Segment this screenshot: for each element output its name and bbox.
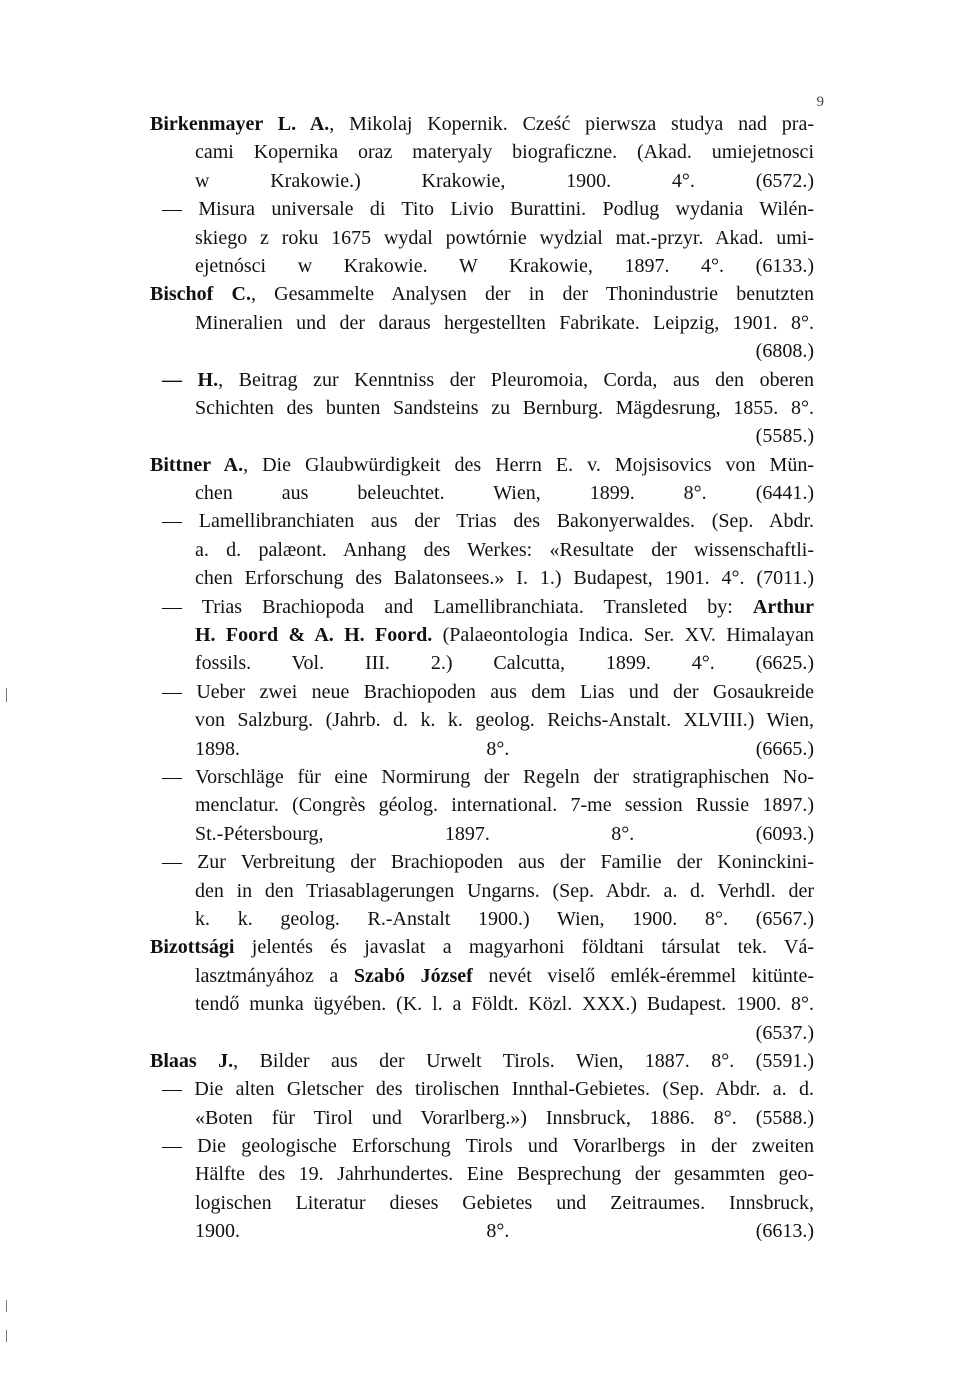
entry-line: Schichten des bunten Sandsteins zu Bernburg. Mägdesrung, 1855. 8°. — [195, 396, 814, 419]
page-number: 9 — [816, 94, 824, 110]
bibliography-entry — [150, 933, 814, 1047]
entry-line: skiego z roku 1675 wydal powtórnie wydzial mat.-przyr. Akad. umi- — [195, 226, 814, 249]
entry-line — [150, 451, 814, 479]
bibliography-entry — [150, 678, 814, 763]
entry-text: k. k. geolog. R.-Anstalt 1900.) Wien, 1900. 8°. — [195, 907, 728, 930]
entry-line — [150, 110, 814, 138]
author-name: — H. — [162, 368, 219, 391]
entry-text: , Mikolaj Kopernik. Cześć pierwsza studya nad pra- — [329, 113, 814, 135]
entry-line — [150, 479, 814, 507]
entry-text: nevét viselő emlék-éremmel kitünte- — [488, 964, 815, 987]
entry-line: — Ueber zwei neue Brachiopoden aus dem Lias und der Gosaukreide — [162, 680, 814, 703]
entry-text: 1898. 8°. — [195, 737, 510, 760]
entry-line: — Die alten Gletscher des tirolischen Innthal-Gebietes. (Sep. Abdr. a. d. — [162, 1078, 814, 1101]
entry-text: , Die Glaubwürdigkeit des Herrn E. v. Mojsisovics von Mün- — [243, 453, 814, 476]
bibliography-entry — [150, 366, 814, 451]
bibliography-entry — [150, 1132, 814, 1246]
author-name: Blaas J. — [150, 1049, 234, 1072]
entry-text: 1900. 8°. — [195, 1220, 510, 1243]
catalog-number: (5591.) — [755, 1049, 814, 1072]
entry-line — [150, 1104, 814, 1132]
entry-line — [150, 167, 814, 195]
entry-line: — Die geologische Erforschung Tirols und Vorarlbergs in der zweiten — [162, 1135, 814, 1158]
honoree-name: Szabó József — [353, 964, 473, 987]
entry-line — [150, 933, 814, 961]
bibliography-entry — [150, 763, 814, 848]
entry-line: menclatur. (Congrès géolog. international. 7-me session Russie 1897.) — [195, 794, 814, 817]
author-name: Birkenmayer L. A. — [150, 113, 330, 135]
scan-margin-mark — [6, 688, 7, 702]
entry-line: logischen Literatur dieses Gebietes und Zeitraumes. Innsbruck, — [195, 1191, 814, 1214]
entry-line — [150, 252, 814, 280]
entry-text: , Bilder aus der Urwelt Tirols. Wien, 1887. 8°. — [233, 1049, 735, 1072]
entry-line — [150, 593, 814, 621]
entry-line: Mineralien und der daraus hergestellten Fabrikate. Leipzig, 1901. 8°. — [195, 311, 814, 334]
entry-line: Hälfte des 19. Jahrhundertes. Eine Besprechung der gesammten geo- — [195, 1163, 814, 1186]
author-name: Bizottsági — [150, 936, 235, 959]
catalog-number: (6572.) — [755, 169, 815, 192]
entry-line: cami Kopernika oraz materyaly biograficzne. (Akad. umiejetnosci — [195, 141, 814, 164]
bibliography-entry — [150, 848, 814, 933]
entry-line — [150, 621, 814, 649]
entry-text: lasztmányához a — [195, 964, 339, 987]
entry-text: St.-Pétersbourg, 1897. 8°. — [195, 822, 635, 845]
catalog-number: (5588.) — [755, 1106, 815, 1129]
entry-text: , Beitrag zur Kenntniss der Pleuromoia, Corda, aus den oberen — [218, 368, 814, 391]
entry-text: chen aus beleuchtet. Wien, 1899. 8°. — [195, 482, 707, 505]
entry-line — [150, 962, 814, 990]
bibliography-entry — [150, 593, 814, 678]
bibliography-entry — [150, 195, 814, 280]
entry-line: a. d. palæont. Anhang des Werkes: «Resultate der wissenschaftli- — [195, 538, 814, 561]
entry-text: ejetnósci w Krakowie. W Krakowie, 1897. 4°. — [195, 254, 725, 277]
scan-margin-mark — [6, 1300, 7, 1312]
entry-line — [150, 280, 814, 308]
entry-text: «Boten für Tirol und Vorarlberg.») Innsbruck, 1886. 8°. — [195, 1106, 737, 1129]
entry-text: w Krakowie.) Krakowie, 1900. 4°. — [195, 169, 695, 192]
catalog-number: (6133.) — [755, 254, 814, 277]
entry-line: — Vorschläge für eine Normirung der Regeln der stratigraphischen No- — [162, 765, 814, 788]
entry-line: chen Erforschung des Balatonsees.» I. 1.) Budapest, 1901. 4°. (7011.) — [195, 567, 814, 590]
entry-line — [150, 366, 814, 394]
entry-line: von Salzburg. (Jahrb. d. k. k. geolog. Reichs-Anstalt. XLVIII.) Wien, — [195, 709, 814, 732]
bibliography-entry — [150, 451, 814, 508]
entry-line — [150, 1047, 814, 1075]
catalog-number: (6808.) — [755, 340, 814, 363]
entry-text: — Trias Brachiopoda and Lamellibranchiata. Transleted by: — [162, 595, 733, 618]
entry-text: fossils. Vol. III. 2.) Calcutta, 1899. 4°. — [195, 652, 715, 675]
entry-line — [150, 735, 814, 763]
author-name: Bischof C. — [150, 283, 251, 306]
entry-line: — Zur Verbreitung der Brachiopoden aus der Familie der Koninckini- — [162, 851, 814, 874]
catalog-number: (6567.) — [755, 907, 815, 930]
translator-name: H. Foord & A. H. Foord. — [195, 624, 433, 647]
entry-text: (Palaeontologia Indica. Ser. XV. Himalayan — [442, 624, 814, 647]
author-name: Bittner A. — [150, 453, 244, 476]
bibliography-entry — [150, 507, 814, 592]
scan-margin-mark — [6, 1330, 7, 1342]
entry-text: , Gesammelte Analysen der in der Thonindustrie benutzten — [250, 283, 814, 306]
entry-line — [150, 820, 814, 848]
bibliography-list — [150, 110, 814, 1246]
entry-line — [150, 905, 814, 933]
bibliography-entry — [150, 110, 814, 195]
catalog-number: (6625.) — [755, 652, 814, 675]
catalog-number: (6665.) — [755, 737, 815, 760]
catalog-number: (6613.) — [755, 1220, 815, 1243]
entry-line: — Lamellibranchiaten aus der Trias des Bakonyerwaldes. (Sep. Abdr. — [162, 510, 814, 533]
catalog-number: (6537.) — [755, 1021, 814, 1044]
bibliography-entry — [150, 280, 814, 365]
entry-text: jelentés és javaslat a magyarhoni földtani társulat tek. Vá- — [251, 936, 815, 959]
catalog-number: (5585.) — [755, 425, 814, 448]
bibliography-entry — [150, 1047, 814, 1075]
entry-line: tendő munka ügyében. (K. l. a Földt. Közl. XXX.) Budapest. 1900. 8°. — [195, 993, 814, 1016]
entry-line: — Misura universale di Tito Livio Burattini. Podlug wydania Wilén- — [162, 198, 814, 221]
entry-line — [150, 1217, 814, 1245]
entry-line — [150, 649, 814, 677]
translator-name: Arthur — [752, 595, 815, 618]
catalog-number: (6441.) — [755, 482, 815, 505]
entry-line: den in den Triasablagerungen Ungarns. (Sep. Abdr. a. d. Verhdl. der — [195, 879, 814, 902]
catalog-number: (6093.) — [755, 822, 815, 845]
bibliography-entry — [150, 1075, 814, 1132]
